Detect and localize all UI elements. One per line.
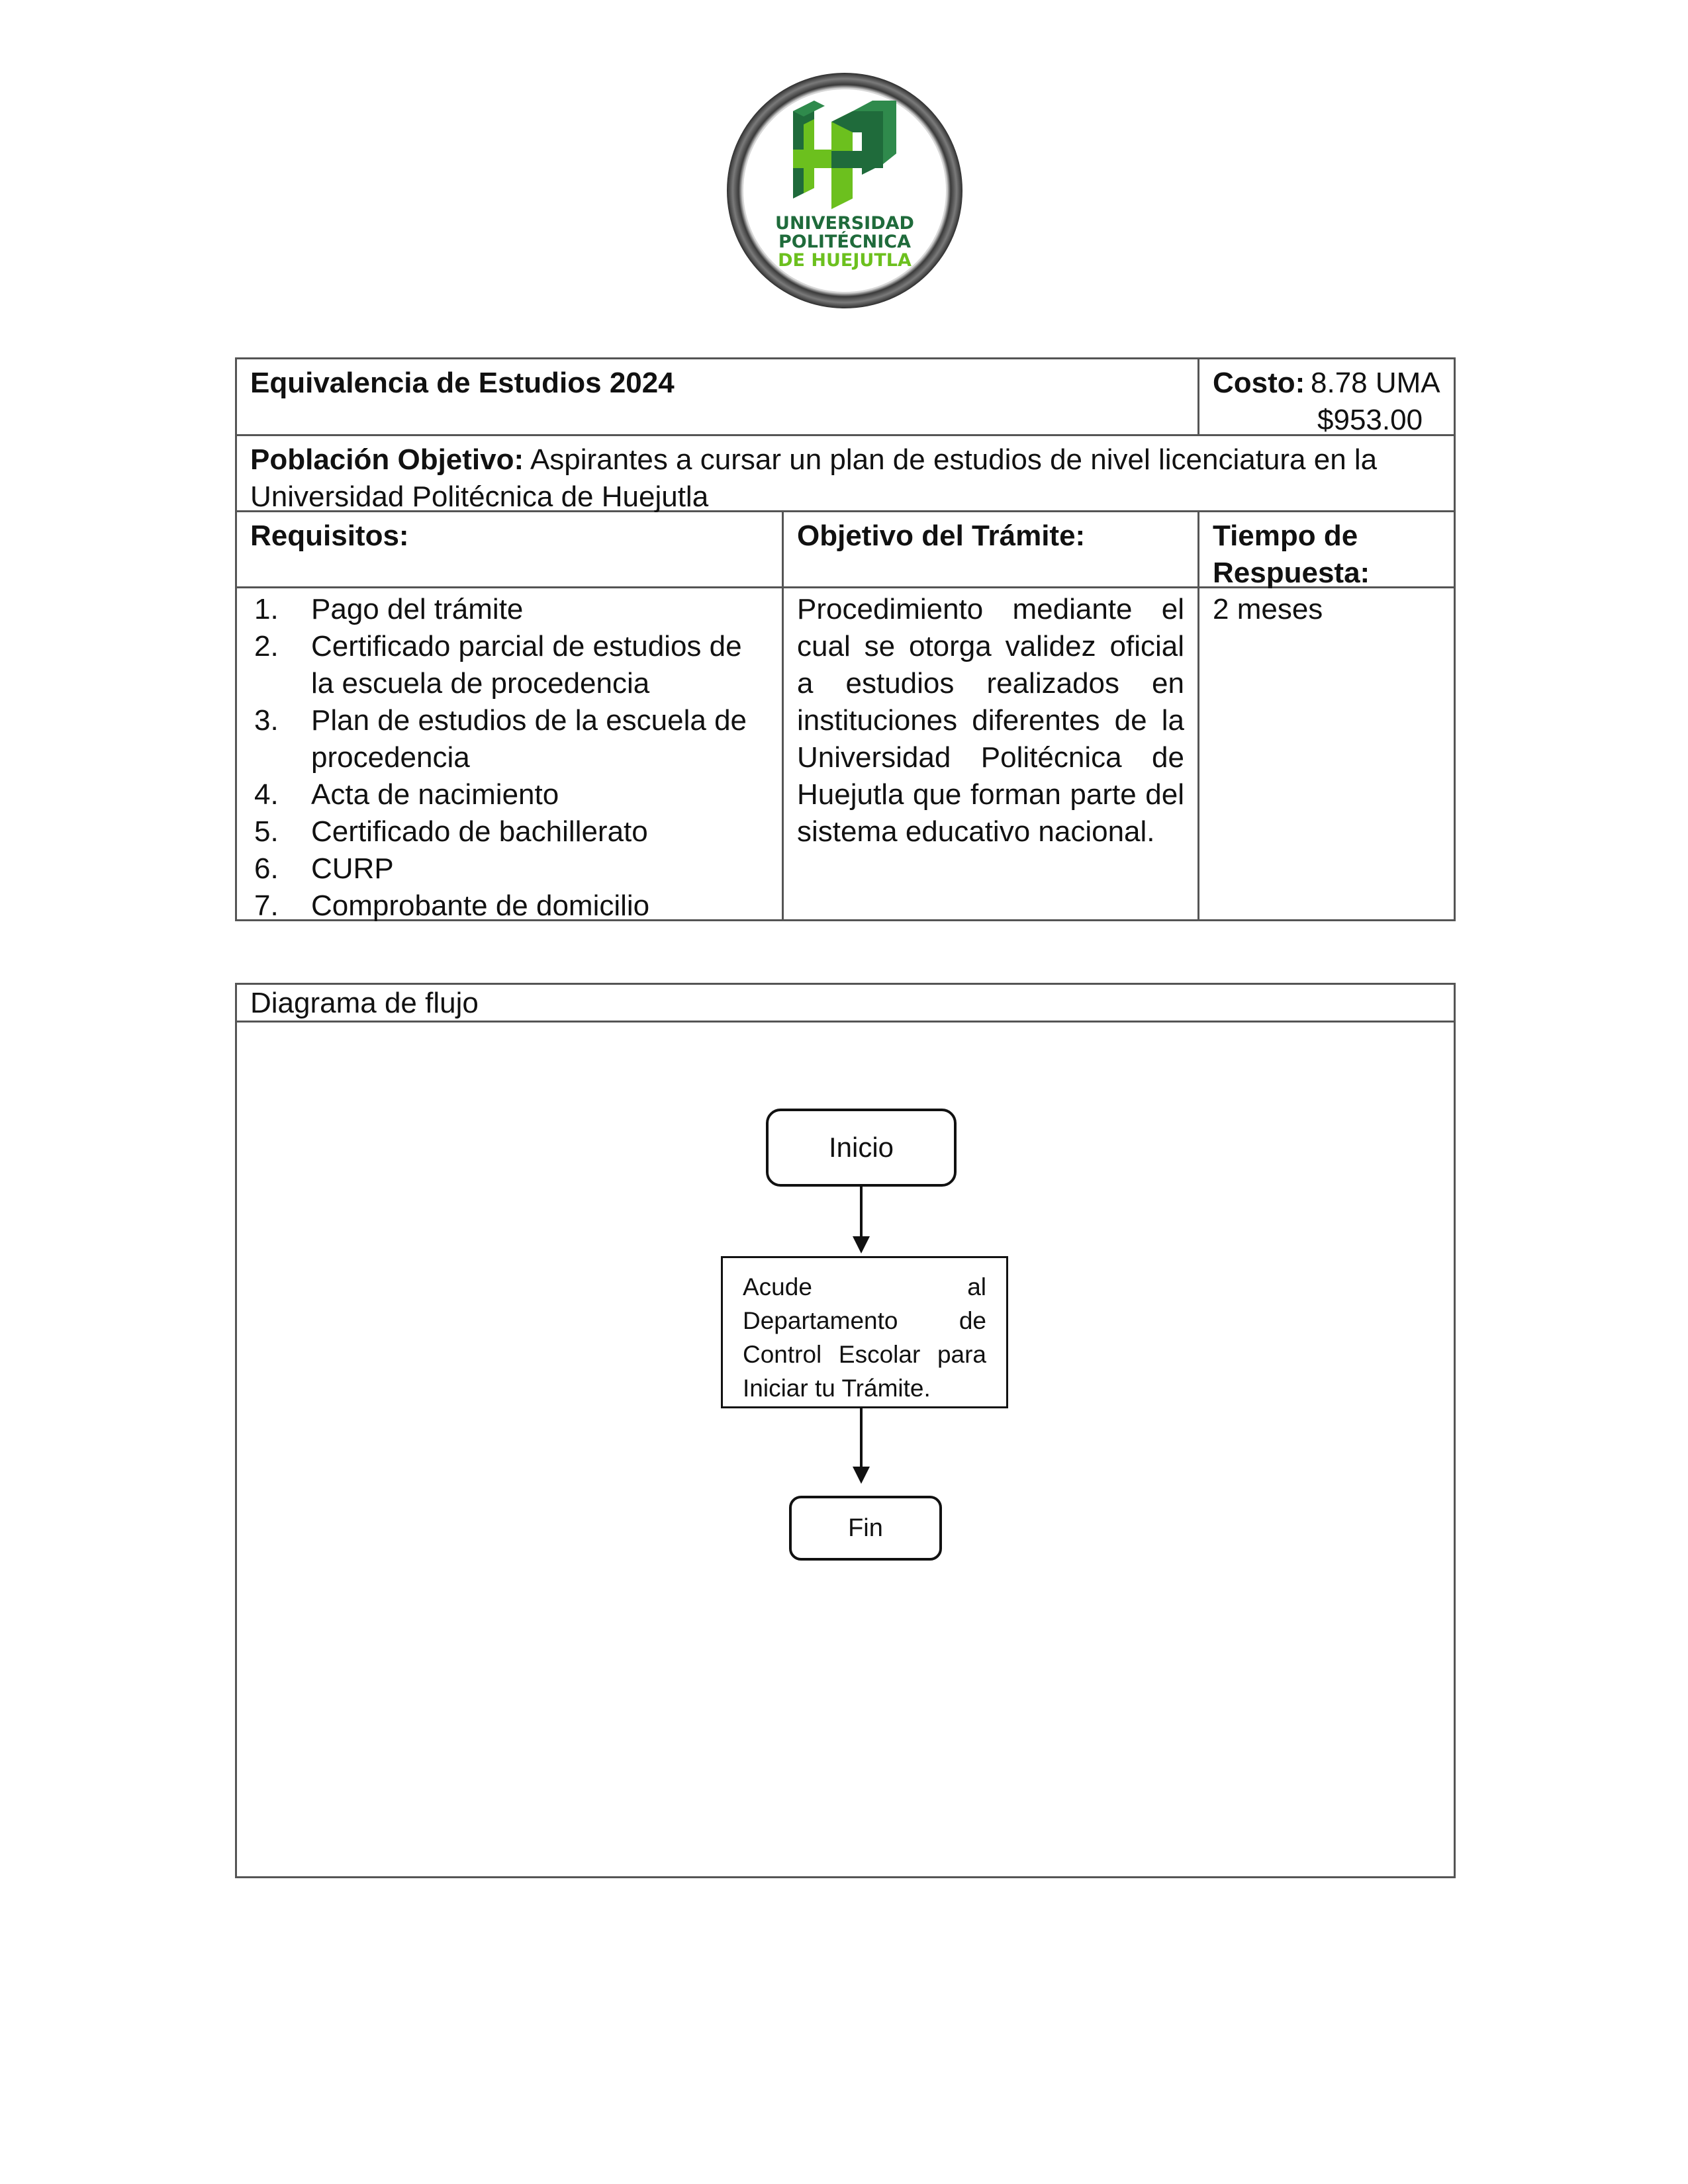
list-item [250, 628, 769, 702]
university-logo [726, 71, 964, 310]
poblacion-cell [237, 436, 1454, 513]
logo-line3: DE HUEJUTLA [778, 250, 912, 271]
logo-line2: POLITÉCNICA [778, 232, 912, 252]
list-item [250, 887, 769, 925]
flow-diagram-heading: Diagrama de flujo [237, 985, 1454, 1023]
requisitos-header-label: Requisitos: [250, 520, 409, 552]
list-item-text: Certificado de bachillerato [311, 815, 648, 848]
list-item [250, 776, 769, 813]
university-logo-icon [726, 71, 964, 310]
list-item-text: Pago del trámite [311, 593, 524, 625]
objetivo-text: Procedimiento mediante el cual se otorga validez oficial a estudios realizados en instituciones diferentes de la Universidad Politécnica de Huejutla que forman parte del sistema educativo nacional. [797, 593, 1184, 848]
logo-line1: UNIVERSIDAD [775, 213, 914, 234]
list-item [250, 850, 769, 887]
tiempo-header-label: Tiempo de Respuesta: [1213, 520, 1370, 589]
objetivo-header-label: Objetivo del Trámite: [797, 520, 1086, 552]
requisitos-cell [237, 588, 782, 922]
cost-cell [1199, 359, 1454, 434]
list-item [250, 702, 769, 776]
list-item [250, 813, 769, 850]
list-item-number: 4. [254, 778, 279, 811]
procedure-title: Equivalencia de Estudios 2024 [250, 367, 675, 399]
flow-diagram-box [235, 983, 1456, 1878]
arrow-head-icon [853, 1236, 870, 1253]
list-item-text: CURP [311, 852, 394, 885]
cost-label: Costo: [1213, 367, 1305, 399]
list-item-text: Acta de nacimiento [311, 778, 559, 811]
tiempo-text: 2 meses [1213, 593, 1323, 625]
poblacion-text: Aspirantes a cursar un plan de estudios de nivel licenciatura en la Universidad Politécnica de Huejutla [250, 443, 1378, 513]
requisitos-list [250, 591, 769, 925]
list-item-number: 3. [254, 704, 279, 737]
flow-end-label: Fin [848, 1514, 883, 1542]
flow-start-node [766, 1109, 957, 1187]
poblacion-label: Población Objetivo: [250, 443, 524, 476]
info-table [235, 357, 1456, 921]
arrow-head-icon [853, 1467, 870, 1484]
objetivo-header [784, 512, 1197, 586]
procedure-title-cell [237, 359, 1197, 434]
list-item-number: 5. [254, 815, 279, 848]
list-item-number: 7. [254, 889, 279, 922]
list-item-number: 2. [254, 630, 279, 662]
flow-process-line1: Acude al Departamento de Control Escolar para [743, 1273, 986, 1368]
cost-uma: 8.78 UMA [1311, 367, 1440, 399]
flow-end-node [789, 1496, 942, 1561]
cost-amount: $953.00 [1317, 404, 1423, 436]
tiempo-header [1199, 512, 1454, 589]
flow-process-node [721, 1256, 1008, 1408]
list-item-number: 1. [254, 593, 279, 625]
flow-start-label: Inicio [828, 1132, 894, 1163]
flow-arrow-2 [860, 1408, 863, 1468]
list-item [250, 591, 769, 628]
requisitos-header [237, 512, 782, 586]
flow-arrow-1 [860, 1187, 863, 1240]
list-item-text: Plan de estudios de la escuela de procedencia [311, 704, 747, 774]
list-item-text: Comprobante de domicilio [311, 889, 650, 922]
list-item-text: Certificado parcial de estudios de la escuela de procedencia [311, 630, 742, 700]
list-item-number: 6. [254, 852, 279, 885]
flow-process-line2: Iniciar tu Trámite. [743, 1375, 931, 1402]
